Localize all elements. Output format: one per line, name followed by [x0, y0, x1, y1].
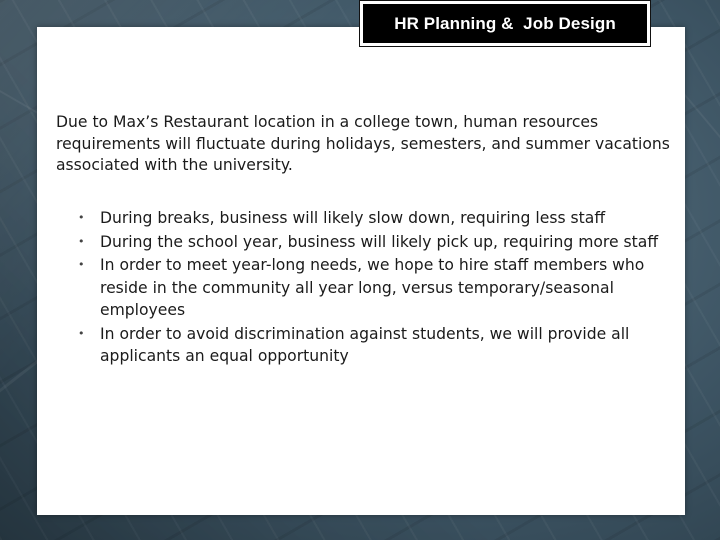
slide-title-background: [363, 4, 647, 43]
bullet-marker: •: [78, 258, 85, 271]
bullet-marker: •: [78, 234, 85, 248]
bullet-text: In order to avoid discrimination against students, we will provide all applicants an equal opportunity: [100, 324, 630, 365]
bullet-item: [78, 207, 678, 230]
intro-paragraph: Due to Max’s Restaurant location in a college town, human resources requirements will fluctuate during holidays, semesters, and summer vacations associated with the university.: [56, 113, 670, 174]
bullet-item: [78, 323, 678, 368]
bullet-marker: •: [78, 211, 85, 224]
bullet-list: [78, 207, 678, 369]
slide-title: HR Planning & Job Design: [394, 13, 616, 33]
bullet-item: [78, 254, 678, 322]
bullet-text: During breaks, business will likely slow down, requiring less staff: [100, 209, 606, 227]
bullet-item: [78, 231, 678, 254]
slide-title-box: [359, 0, 651, 47]
bullet-text: During the school year, business will likely pick up, requiring more staff: [100, 232, 659, 251]
bullet-marker: •: [78, 326, 85, 340]
bullet-text: In order to meet year-long needs, we hope to hire staff members who reside in the community all year long, versus temporary/seasonal employees: [100, 256, 645, 319]
